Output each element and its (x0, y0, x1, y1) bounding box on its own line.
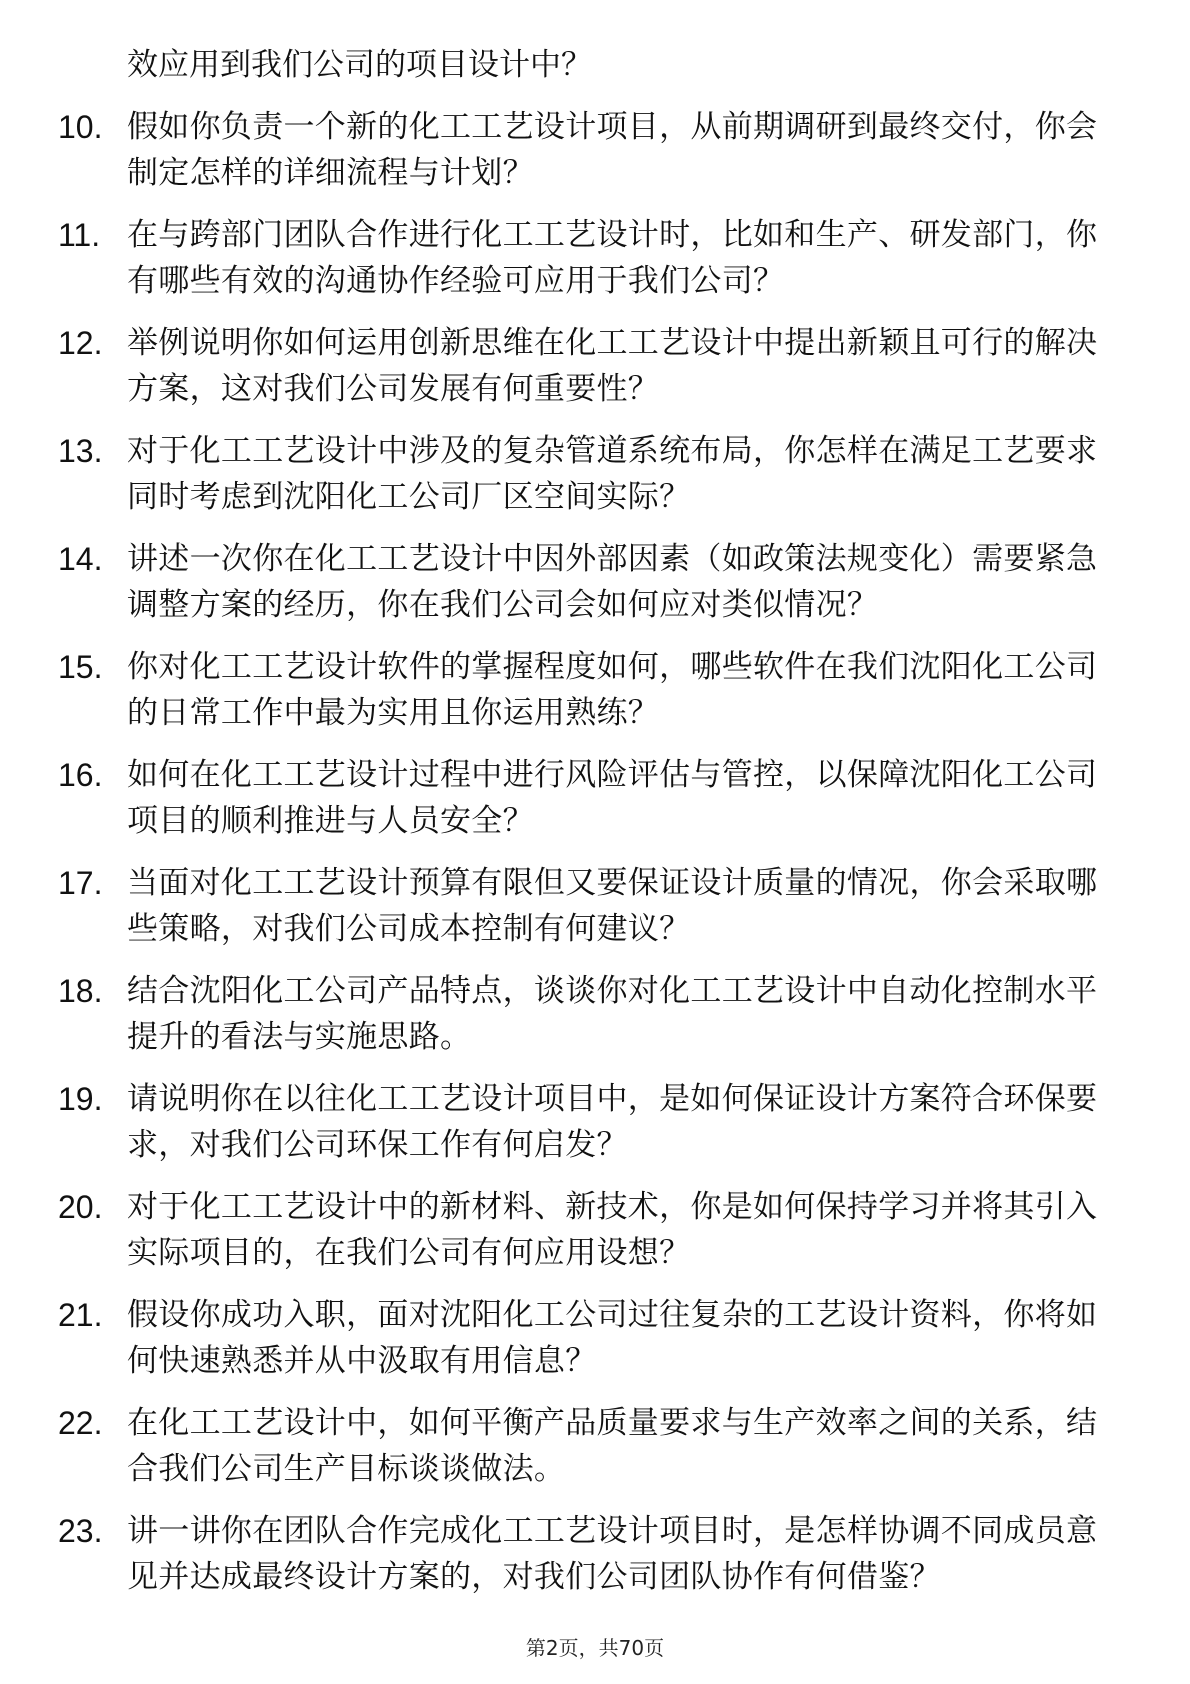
question-text: 对于化工工艺设计中涉及的复杂管道系统布局，你怎样在满足工艺要求同时考虑到沈阳化工公司厂区空间实际？ (127, 433, 1098, 515)
question-text: 对于化工工艺设计中的新材料、新技术，你是如何保持学习并将其引入实际项目的，在我们公司有何应用设想？ (127, 1189, 1098, 1271)
question-number: 13. (58, 433, 103, 469)
question-number: 19. (58, 1081, 103, 1117)
question-item (58, 968, 1118, 1060)
question-item (58, 1184, 1118, 1276)
question-text: 如何在化工工艺设计过程中进行风险评估与管控，以保障沈阳化工公司项目的顺利推进与人员安全？ (127, 757, 1098, 839)
question-item (58, 1076, 1118, 1168)
question-item (58, 752, 1118, 844)
question-text: 你对化工工艺设计软件的掌握程度如何，哪些软件在我们沈阳化工公司的日常工作中最为实用且你运用熟练？ (127, 649, 1098, 731)
question-number: 15. (58, 649, 103, 685)
question-item (58, 104, 1118, 196)
question-number: 22. (58, 1405, 103, 1441)
question-item (58, 1292, 1118, 1384)
question-text: 在化工工艺设计中，如何平衡产品质量要求与生产效率之间的关系，结合我们公司生产目标谈谈做法。 (127, 1405, 1098, 1487)
question-number: 14. (58, 541, 103, 577)
question-number: 16. (58, 757, 103, 793)
question-number: 11. (58, 217, 101, 253)
question-text: 讲一讲你在团队合作完成化工工艺设计项目时，是怎样协调不同成员意见并达成最终设计方案的，对我们公司团队协作有何借鉴？ (127, 1513, 1098, 1595)
question-number: 10. (58, 109, 103, 145)
question-item (58, 320, 1118, 412)
question-text: 结合沈阳化工公司产品特点，谈谈你对化工工艺设计中自动化控制水平提升的看法与实施思路。 (127, 973, 1098, 1055)
question-item (58, 1508, 1118, 1600)
question-text: 讲述一次你在化工工艺设计中因外部因素（如政策法规变化）需要紧急调整方案的经历，你在我们公司会如何应对类似情况？ (127, 541, 1098, 623)
question-item (58, 212, 1118, 304)
question-text: 举例说明你如何运用创新思维在化工工艺设计中提出新颖且可行的解决方案，这对我们公司发展有何重要性？ (127, 325, 1098, 407)
question-number: 12. (58, 325, 103, 361)
question-text: 请说明你在以往化工工艺设计项目中，是如何保证设计方案符合环保要求，对我们公司环保工作有何启发？ (127, 1081, 1098, 1163)
question-text: 假如你负责一个新的化工工艺设计项目，从前期调研到最终交付，你会制定怎样的详细流程与计划？ (127, 109, 1098, 191)
question-text: 在与跨部门团队合作进行化工工艺设计时，比如和生产、研发部门，你有哪些有效的沟通协作经验可应用于我们公司？ (127, 217, 1098, 299)
question-number: 18. (58, 973, 103, 1009)
question-text: 假设你成功入职，面对沈阳化工公司过往复杂的工艺设计资料，你将如何快速熟悉并从中汲取有用信息？ (127, 1297, 1098, 1379)
question-item (58, 428, 1118, 520)
question-number: 20. (58, 1189, 103, 1225)
question-item (58, 1400, 1118, 1492)
question-number: 21. (58, 1297, 103, 1333)
question-item (58, 644, 1118, 736)
continuation-text: 效应用到我们公司的项目设计中？ (127, 47, 592, 83)
question-text: 当面对化工工艺设计预算有限但又要保证设计质量的情况，你会采取哪些策略，对我们公司成本控制有何建议？ (127, 865, 1098, 947)
question-item (58, 536, 1118, 628)
question-item (58, 860, 1118, 952)
question-list (58, 42, 1118, 1616)
page-footer: 第2页，共70页 (525, 1636, 665, 1660)
question-number: 17. (58, 865, 103, 901)
question-number: 23. (58, 1513, 103, 1549)
